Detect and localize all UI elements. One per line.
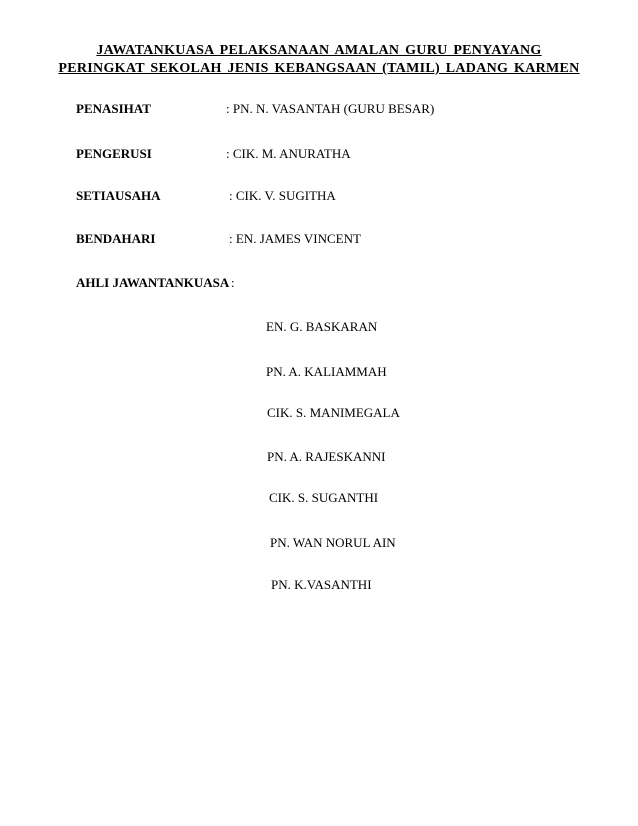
role-value-ahli-jawatankuasa: : — [231, 275, 235, 290]
member-item: CIK. S. SUGANTHI — [269, 490, 379, 505]
role-value-pengerusi: : CIK. M. ANURATHA — [226, 146, 351, 161]
role-label-pengerusi: PENGERUSI — [76, 146, 152, 161]
role-label-ahli-jawatankuasa: AHLI JAWANTANKUASA — [76, 275, 230, 290]
member-item: PN. K.VASANTHI — [271, 577, 372, 592]
role-label-bendahari: BENDAHARI — [76, 231, 156, 246]
role-value-penasihat: : PN. N. VASANTAH (GURU BESAR) — [226, 101, 435, 116]
role-label-penasihat: PENASIHAT — [76, 101, 151, 116]
member-item: EN. G. BASKARAN — [266, 319, 378, 334]
member-item: PN. WAN NORUL AIN — [270, 535, 396, 550]
role-value-setiausaha: : CIK. V. SUGITHA — [229, 188, 336, 203]
document-title-line-1: JAWATANKUASA PELAKSANAAN AMALAN GURU PENYAYANG — [96, 43, 542, 58]
role-value-bendahari: : EN. JAMES VINCENT — [229, 231, 361, 246]
role-label-setiausaha: SETIAUSAHA — [76, 188, 161, 203]
member-item: CIK. S. MANIMEGALA — [267, 405, 400, 420]
member-item: PN. A. RAJESKANNI — [267, 449, 386, 464]
document-title-line-2: PERINGKAT SEKOLAH JENIS KEBANGSAAN (TAMIL) LADANG KARMEN — [58, 61, 580, 76]
member-item: PN. A. KALIAMMAH — [266, 364, 387, 379]
